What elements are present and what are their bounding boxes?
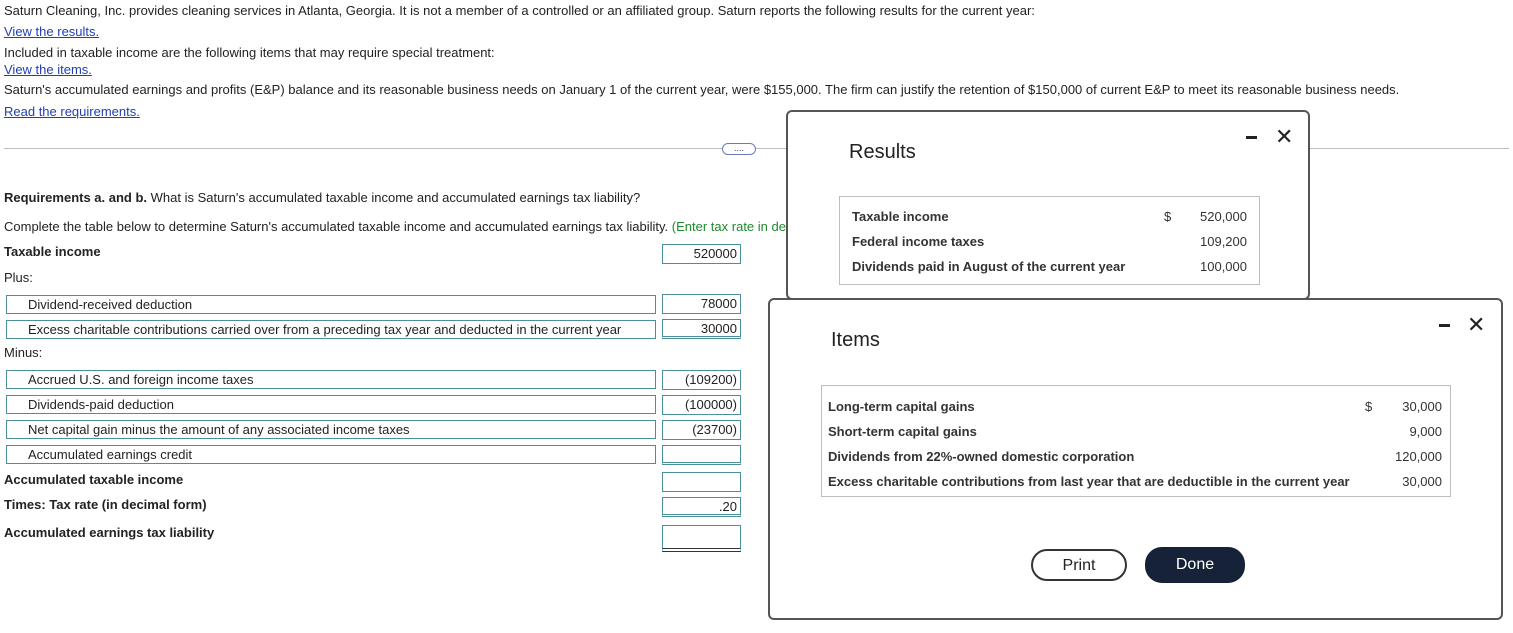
view-items-link[interactable]: View the items. <box>4 62 92 77</box>
close-icon[interactable]: ✕ <box>1275 124 1294 149</box>
row-value: 9,000 <box>1409 424 1442 439</box>
accumulated-taxable-income-input[interactable] <box>662 472 741 492</box>
minus-row-value[interactable]: (23700) <box>662 420 741 440</box>
tax-rate-input[interactable]: .20 <box>662 497 741 517</box>
minus-row-value[interactable]: (100000) <box>662 395 741 415</box>
items-table <box>821 385 1451 497</box>
row-label: Dividends paid in August of the current year <box>852 259 1126 274</box>
table-row <box>822 444 1450 469</box>
intro-line-1: Saturn Cleaning, Inc. provides cleaning services in Atlanta, Georgia. It is not a member of a controlled or an affiliated group. Saturn reports the following results for the current year: <box>4 3 1035 18</box>
plus-row-value[interactable]: 30000 <box>662 319 741 339</box>
row-value: 100,000 <box>1200 259 1247 274</box>
expand-button[interactable]: .... <box>722 143 756 155</box>
close-icon[interactable]: ✕ <box>1467 312 1486 337</box>
minus-row-value[interactable]: (109200) <box>662 370 741 390</box>
table-row <box>840 229 1259 254</box>
row-label: Taxable income <box>852 209 949 224</box>
minus-label: Minus: <box>4 345 43 360</box>
results-modal <box>786 110 1310 300</box>
row-value: 109,200 <box>1200 234 1247 249</box>
taxable-income-input[interactable]: 520000 <box>662 244 741 264</box>
results-modal-title: Results <box>849 141 916 163</box>
row-value: 520,000 <box>1200 209 1247 224</box>
minus-row-label[interactable]: Net capital gain minus the amount of any associated income taxes <box>6 420 656 439</box>
liability-input[interactable] <box>662 525 741 552</box>
dollar-sign: $ <box>1164 209 1172 224</box>
plus-row-label[interactable]: Dividend-received deduction <box>6 295 656 314</box>
minimize-icon[interactable] <box>1439 324 1450 327</box>
instruction: Complete the table below to determine Saturn's accumulated taxable income and accumulated earnings tax liability. <box>4 219 669 234</box>
print-button[interactable]: Print <box>1031 549 1127 581</box>
table-row <box>840 204 1259 229</box>
row-value: 30,000 <box>1402 474 1442 489</box>
row-value: 30,000 <box>1402 399 1442 414</box>
minus-row-value[interactable] <box>662 445 741 465</box>
table-row <box>822 394 1450 419</box>
dollar-sign: $ <box>1365 399 1373 414</box>
intro-line-3: Saturn's accumulated earnings and profits (E&P) balance and its reasonable business needs on January 1 of the current year, were $155,000. The firm can justify the retention of $150,000 of current E&P to meet its reasonable business needs. <box>4 82 1400 97</box>
requirement-text <box>4 190 640 205</box>
row-value: 120,000 <box>1395 449 1442 464</box>
accumulated-taxable-income-label: Accumulated taxable income <box>4 472 184 487</box>
liability-label: Accumulated earnings tax liability <box>4 525 215 540</box>
row-label: Dividends from 22%-owned domestic corporation <box>828 449 1135 464</box>
done-button[interactable]: Done <box>1145 547 1245 583</box>
intro-line-2: Included in taxable income are the following items that may require special treatment: <box>4 45 495 60</box>
items-modal <box>768 298 1503 620</box>
results-table <box>839 196 1260 285</box>
row-label: Short-term capital gains <box>828 424 977 439</box>
view-results-link[interactable]: View the results. <box>4 24 100 39</box>
table-row <box>840 254 1259 279</box>
items-modal-title: Items <box>831 329 880 351</box>
plus-label: Plus: <box>4 270 33 285</box>
taxable-income-label: Taxable income <box>4 244 101 259</box>
read-requirements-link[interactable]: Read the requirements. <box>4 104 140 119</box>
row-label: Federal income taxes <box>852 234 985 249</box>
plus-row-label[interactable]: Excess charitable contributions carried over from a preceding tax year and deducted in the current year <box>6 320 656 339</box>
tax-rate-label: Times: Tax rate (in decimal form) <box>4 497 207 512</box>
table-row <box>822 469 1450 494</box>
row-label: Excess charitable contributions from last year that are deductible in the current year <box>828 474 1350 489</box>
table-row <box>822 419 1450 444</box>
minus-row-label[interactable]: Accrued U.S. and foreign income taxes <box>6 370 656 389</box>
minus-row-label[interactable]: Dividends-paid deduction <box>6 395 656 414</box>
requirement-label: Requirements a. and b. <box>4 190 148 205</box>
plus-row-value[interactable]: 78000 <box>662 294 741 314</box>
requirement-question: What is Saturn's accumulated taxable income and accumulated earnings tax liability? <box>147 190 641 205</box>
instruction-text <box>4 219 786 234</box>
tax-rate-hint: (Enter tax rate in de <box>671 219 786 234</box>
minus-row-label[interactable]: Accumulated earnings credit <box>6 445 656 464</box>
row-label: Long-term capital gains <box>828 399 975 414</box>
minimize-icon[interactable] <box>1246 136 1257 139</box>
